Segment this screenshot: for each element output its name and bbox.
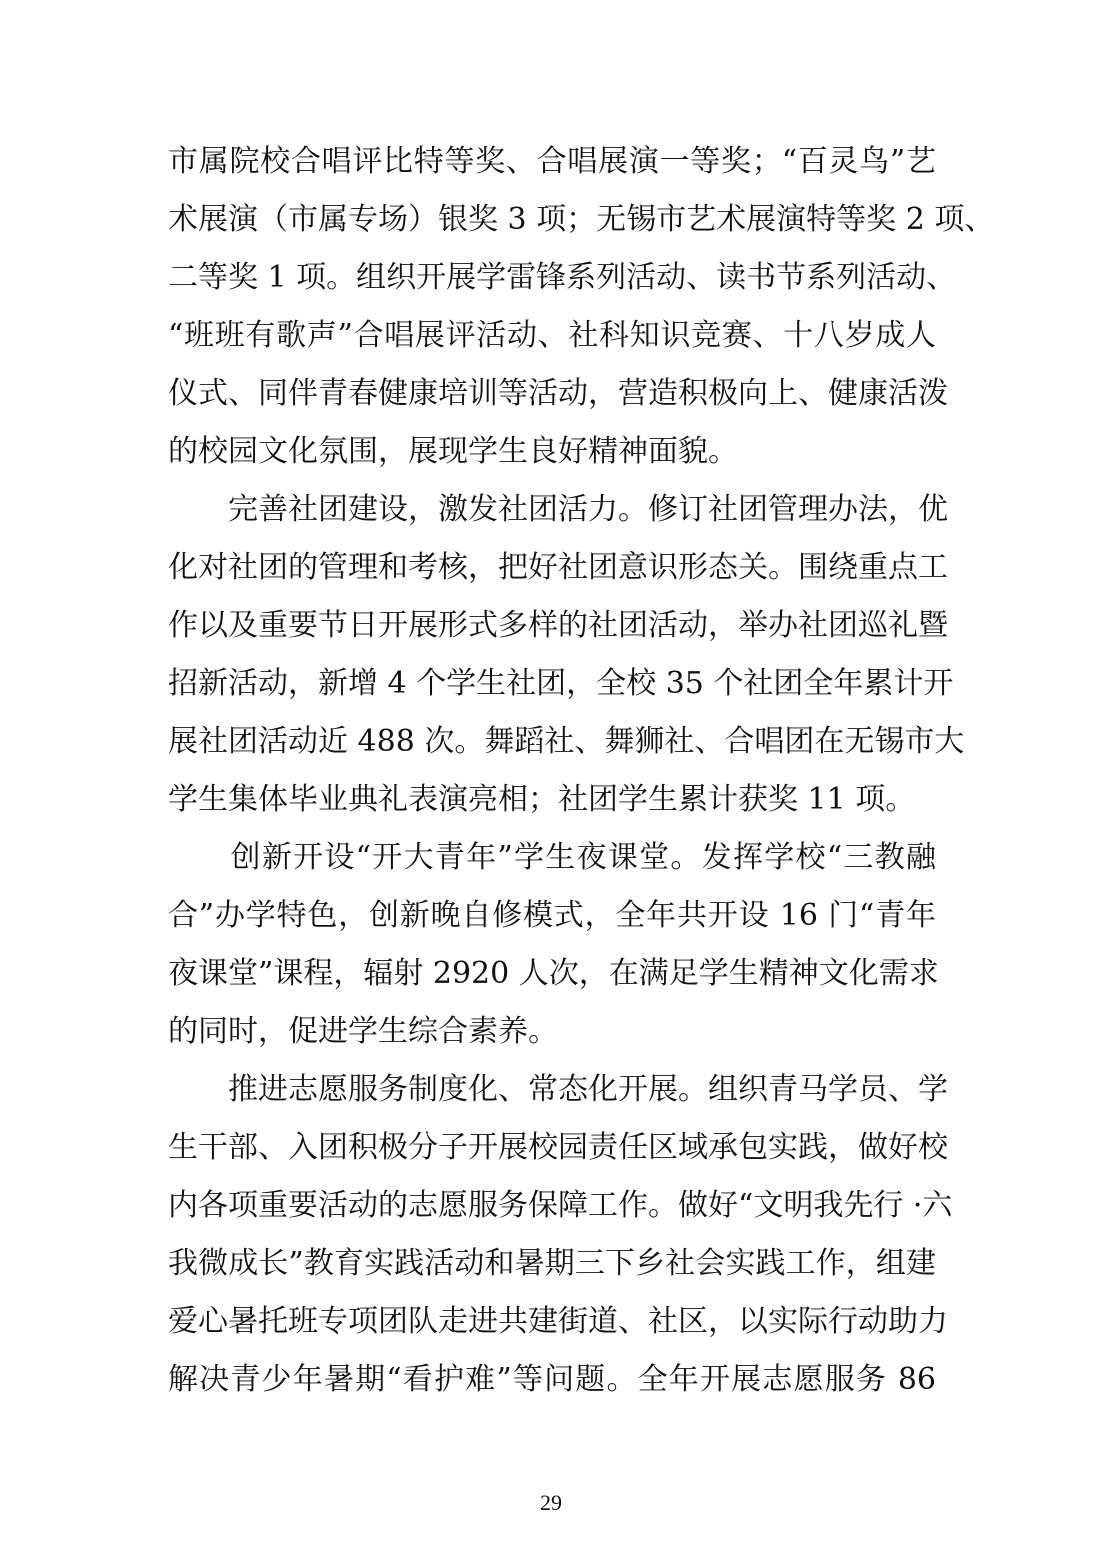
page-number: 29 <box>540 1490 562 1515</box>
text-line: 市属院校合唱评比特等奖、合唱展演一等奖；“百灵鸟”艺 <box>168 144 936 179</box>
text-line: 的同时，促进学生综合素养。 <box>168 1014 558 1049</box>
text-line: 学生集体毕业典礼表演亮相；社团学生累计获奖 11 项。 <box>168 782 916 817</box>
text-line: “班班有歌声”合唱展评活动、社科知识竞赛、十八岁成人 <box>168 318 936 353</box>
text-line: 合”办学特色，创新晚自修模式，全年共开设 16 门“青年 <box>168 898 936 933</box>
text-line: 夜课堂”课程，辐射 2920 人次，在满足学生精神文化需求 <box>168 956 939 991</box>
text-line: 生干部、入团积极分子开展校园责任区域承包实践，做好校 <box>168 1130 948 1165</box>
text-line: 术展演（市属专场）银奖 3 项；无锡市艺术展演特等奖 2 项、 <box>168 202 995 237</box>
text-line: 作以及重要节日开展形式多样的社团活动，举办社团巡礼暨 <box>168 608 948 643</box>
text-line: 推进志愿服务制度化、常态化开展。组织青马学员、学 <box>168 1072 948 1107</box>
text-line: 爱心暑托班专项团队走进共建街道、社区，以实际行动助力 <box>168 1304 948 1339</box>
text-line: 解决青少年暑期“看护难”等问题。全年开展志愿服务 86 <box>168 1362 936 1397</box>
text-line: 二等奖 1 项。组织开展学雷锋系列活动、读书节系列活动、 <box>168 260 957 295</box>
body-text <box>168 133 995 1409</box>
text-line: 我微成长”教育实践活动和暑期三下乡社会实践工作，组建 <box>168 1246 936 1281</box>
text-line: 完善社团建设，激发社团活力。修订社团管理办法，优 <box>168 492 948 527</box>
text-line: 化对社团的管理和考核，把好社团意识形态关。围绕重点工 <box>168 550 948 585</box>
text-line: 内各项重要活动的志愿服务保障工作。做好“文明我先行 ·六 <box>168 1188 953 1223</box>
text-line: 招新活动，新增 4 个学生社团，全校 35 个社团全年累计开 <box>168 666 954 701</box>
text-line: 创新开设“开大青年”学生夜课堂。发挥学校“三教融 <box>168 840 936 875</box>
text-line: 的校园文化氛围，展现学生良好精神面貌。 <box>168 434 738 469</box>
text-line: 仪式、同伴青春健康培训等活动，营造积极向上、健康活泼 <box>168 376 948 411</box>
text-line: 展社团活动近 488 次。舞蹈社、舞狮社、合唱团在无锡市大 <box>168 724 965 759</box>
